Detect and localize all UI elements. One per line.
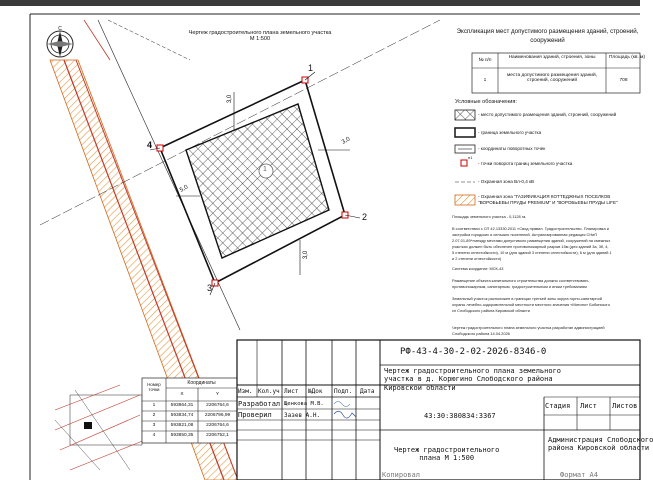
dim-bottom: 3,0 [303, 250, 310, 260]
legend-item-buildable: - место допустимого размещения зданий, строений, сооружений [478, 112, 617, 117]
note-line: Слободского района 14.04.2026 [452, 331, 510, 336]
note-line: 5 степени огнестойкости), 10 м (для зданий 3 степени огнестойкости), 6 м (для зданий 1 [452, 250, 612, 255]
coords-row-x: 593850,35 [170, 433, 194, 438]
col-list: Лист [284, 388, 299, 395]
organization-line2: района Кировской области [548, 444, 650, 453]
name-checker: Зазев А.Н. [284, 412, 321, 419]
coords-row-num: 1 [152, 403, 156, 408]
explication-row-area: 708 [619, 78, 628, 83]
role-checker: Проверил [238, 411, 272, 419]
stage-label: Стадия [545, 402, 571, 410]
point-label-4: 4 [147, 140, 153, 150]
coords-col-y: Y [215, 392, 220, 397]
coords-row-x: 593834,74 [170, 413, 194, 418]
drawing-name [394, 446, 499, 463]
drawing-title [170, 30, 350, 42]
legend-item-coords: - координаты поворотных точек [478, 146, 546, 151]
coords-row-y: 2206752,1 [206, 433, 229, 438]
col-podp: Подп. [334, 388, 353, 395]
cadastral-number: 43:30:380834:3367 [424, 412, 496, 420]
col-ndok: №Док [308, 388, 323, 395]
name-developer: Щенкова М.В. [284, 401, 324, 407]
coords-row-num: 3 [152, 423, 156, 428]
coords-row-y: 2206764,6 [206, 423, 229, 428]
note-line: охраны лечебно-оздоровительной местности местного значения «Митино» Бобинского [452, 302, 610, 307]
format-label: Формат А4 [560, 471, 598, 479]
note-line: и 2 степени огнестойкости) [452, 256, 502, 261]
dim-left: 5,0 [179, 184, 190, 194]
coords-row-num: 4 [152, 433, 156, 438]
organization-line1: Администрация Слободского [548, 436, 653, 444]
col-data: Дата [360, 388, 375, 395]
coords-col-num: Номер точки [147, 382, 161, 392]
drawing-title-line1: Чертеж градостроительного плана земельного участка [188, 30, 332, 36]
description-line1: Чертеж градостроительного плана земельного [384, 367, 562, 375]
legend-item-turn-points: - точки поворота границ земельного участка [478, 161, 573, 166]
legend-title: Условные обозначения: [455, 99, 517, 105]
organization [548, 436, 653, 453]
note-line: В соответствии с СП 42.13330.2011 «Свод правил. Градостроительство. Планировка и [452, 226, 609, 231]
note-line: застройка городских и сельских поселений. Актуализированная редакция СНиП [452, 232, 598, 237]
explication-col-name: Наименования зданий, строения, зоны [508, 55, 596, 60]
svg-text:С: С [58, 26, 62, 32]
explication-col-num: № п/п [478, 58, 492, 63]
zone-number: 1 [263, 166, 267, 173]
drawing-name-line2: плана М 1:500 [419, 454, 475, 463]
compass-icon [47, 26, 73, 57]
point-label-1: 1 [308, 63, 314, 73]
note-line: Земельный участок расположен в границах третьей зоны округа горно-санитарной [452, 296, 602, 301]
explication-row-num: 1 [483, 78, 487, 83]
legend-item-gas-zone: - Охранная зона "ГАЗИФИКАЦИЯ КОТТЕДЖНЫХ ПОСЕЛКОВ "ВОРОБЬЕВЫ ПРУДЫ PREMIUM" И "ВОРОБЬЕВЫ ПРУДЫ LIFE" [478, 194, 618, 205]
legend-marker-label: н1 [468, 155, 473, 160]
explication-title: Экспликация мест допустимого размещения зданий, строений, сооружений [456, 28, 639, 44]
note-line: Размещение объекта капитального строительства должно соответствовать [452, 278, 589, 283]
note-line: Чертеж градостроительного плана земельного участка разработан администрацией [452, 325, 605, 330]
coords-row-y: 2206796,99 [204, 413, 231, 418]
note-line: участках должен быть обеспечен противопожарный разрыв 15м (для зданий 3а, 3б, 4, [452, 244, 609, 249]
note-line: сп Слободского района Кировской области [452, 308, 530, 313]
document-description [384, 367, 561, 392]
role-developer: Разработал [238, 400, 281, 408]
document-code: РФ-43-4-30-2-02-2026-8346-0 [400, 347, 547, 357]
description-line3: Кировской области [384, 383, 456, 392]
copied-label: Копировал [382, 471, 420, 479]
note-coord-system: Система координат: МСК-43 [452, 266, 504, 271]
sheets-label: Листов [612, 402, 638, 410]
note-line: противопожарным, санитарным, градостроительным и иным требованиям [452, 284, 587, 289]
coords-row-x: 593821,08 [170, 423, 194, 428]
legend-item-boundary: - граница земельного участка [478, 130, 542, 135]
explication-col-area: Площадь (кв. м) [608, 55, 646, 60]
drawing-scale: М 1:500 [249, 36, 271, 43]
coords-row-y: 2206764,6 [206, 403, 229, 408]
dim-top: 3,0 [227, 94, 234, 104]
coords-row-x: 593864,31 [170, 403, 194, 408]
legend-item-power-zone: - Охранная зона Вл-0,4 кВ [478, 179, 535, 184]
drawing-name-line1: Чертеж градостроительного [394, 446, 500, 454]
coords-row-num: 2 [152, 413, 156, 418]
point-label-2: 2 [362, 212, 368, 222]
col-koluch: Кол.уч [258, 388, 280, 395]
description-line2: участка в д. Корюгино Слободского района [384, 375, 553, 384]
note-area: Площадь земельного участка - 0,1128 га. [452, 214, 527, 219]
sheet-label: Лист [580, 402, 597, 410]
note-line: 2.07.01-89*»между местами допустимого размещения зданий, сооружений на смежных [452, 238, 611, 243]
explication-row-name: места допустимого размещения зданий, строений, сооружений [507, 73, 597, 83]
coords-col-x: X [180, 392, 184, 397]
col-izm: Изм. [238, 388, 253, 395]
dim-right: 3,0 [341, 136, 352, 146]
coords-title: Координаты [187, 380, 216, 386]
point-label-3: 3 [207, 283, 213, 293]
